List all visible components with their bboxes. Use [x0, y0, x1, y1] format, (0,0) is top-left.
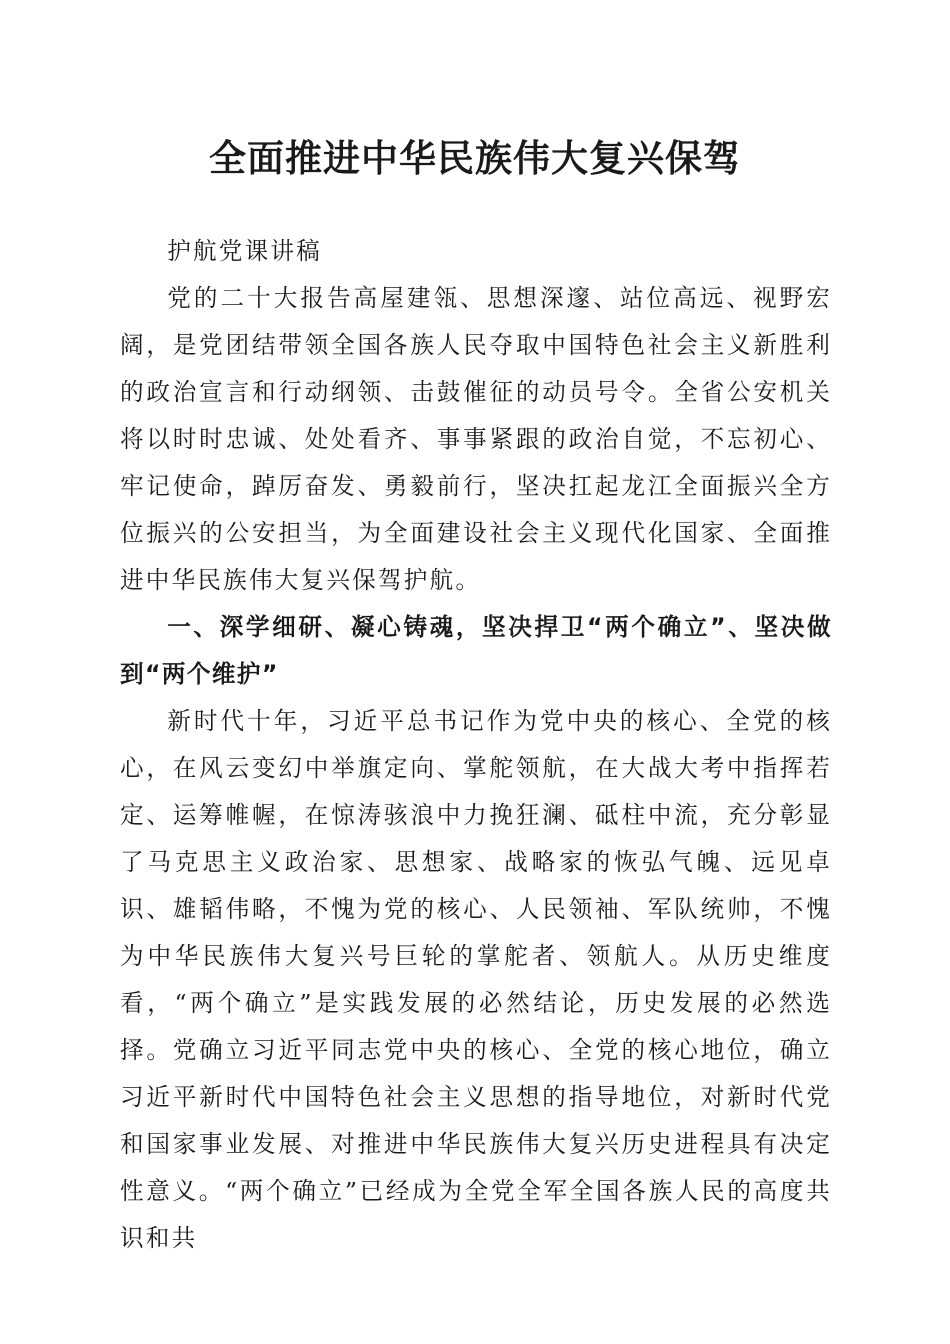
- section-paragraph-1: 新时代十年，习近平总书记作为党中央的核心、全党的核心，在风云变幻中举旗定向、掌舵领航，在大战大考中指挥若定、运筹帷幄，在惊涛骇浪中力挽狂澜、砥柱中流，充分彰显了马克思主义政治家、思想家、战略家的恢弘气魄、远见卓识、雄韬伟略，不愧为党的核心、人民领袖、军队统帅，不愧为中华民族伟大复兴号巨轮的掌舵者、领航人。从历史维度看，“两个确立”是实践发展的必然结论，历史发展的必然选择。党确立习近平同志党中央的核心、全党的核心地位，确立习近平新时代中国特色社会主义思想的指导地位，对新时代党和国家事业发展、对推进中华民族伟大复兴历史进程具有决定性意义。“两个确立”已经成为全党全军全国各族人民的高度共识和共: [120, 707, 832, 1252]
- document-subtitle: 护航党课讲稿: [167, 237, 322, 265]
- document-body: [120, 228, 832, 1262]
- document-title: 全面推进中华民族伟大复兴保驾: [209, 136, 741, 180]
- section-heading-1: 一、深学细研、凝心铸魂，坚决捍卫“两个确立”、坚决做到“两个维护”: [120, 613, 832, 688]
- intro-paragraph: 党的二十大报告高屋建瓴、思想深邃、站位高远、视野宏阔，是党团结带领全国各族人民夺取中国特色社会主义新胜利的政治宣言和行动纲领、击鼓催征的动员号令。全省公安机关将以时时忠诚、处处看齐、事事紧跟的政治自觉，不忘初心、牢记使命，踔厉奋发、勇毅前行，坚决扛起龙江全面振兴全方位振兴的公安担当，为全面建设社会主义现代化国家、全面推进中华民族伟大复兴保驾护航。: [120, 284, 832, 594]
